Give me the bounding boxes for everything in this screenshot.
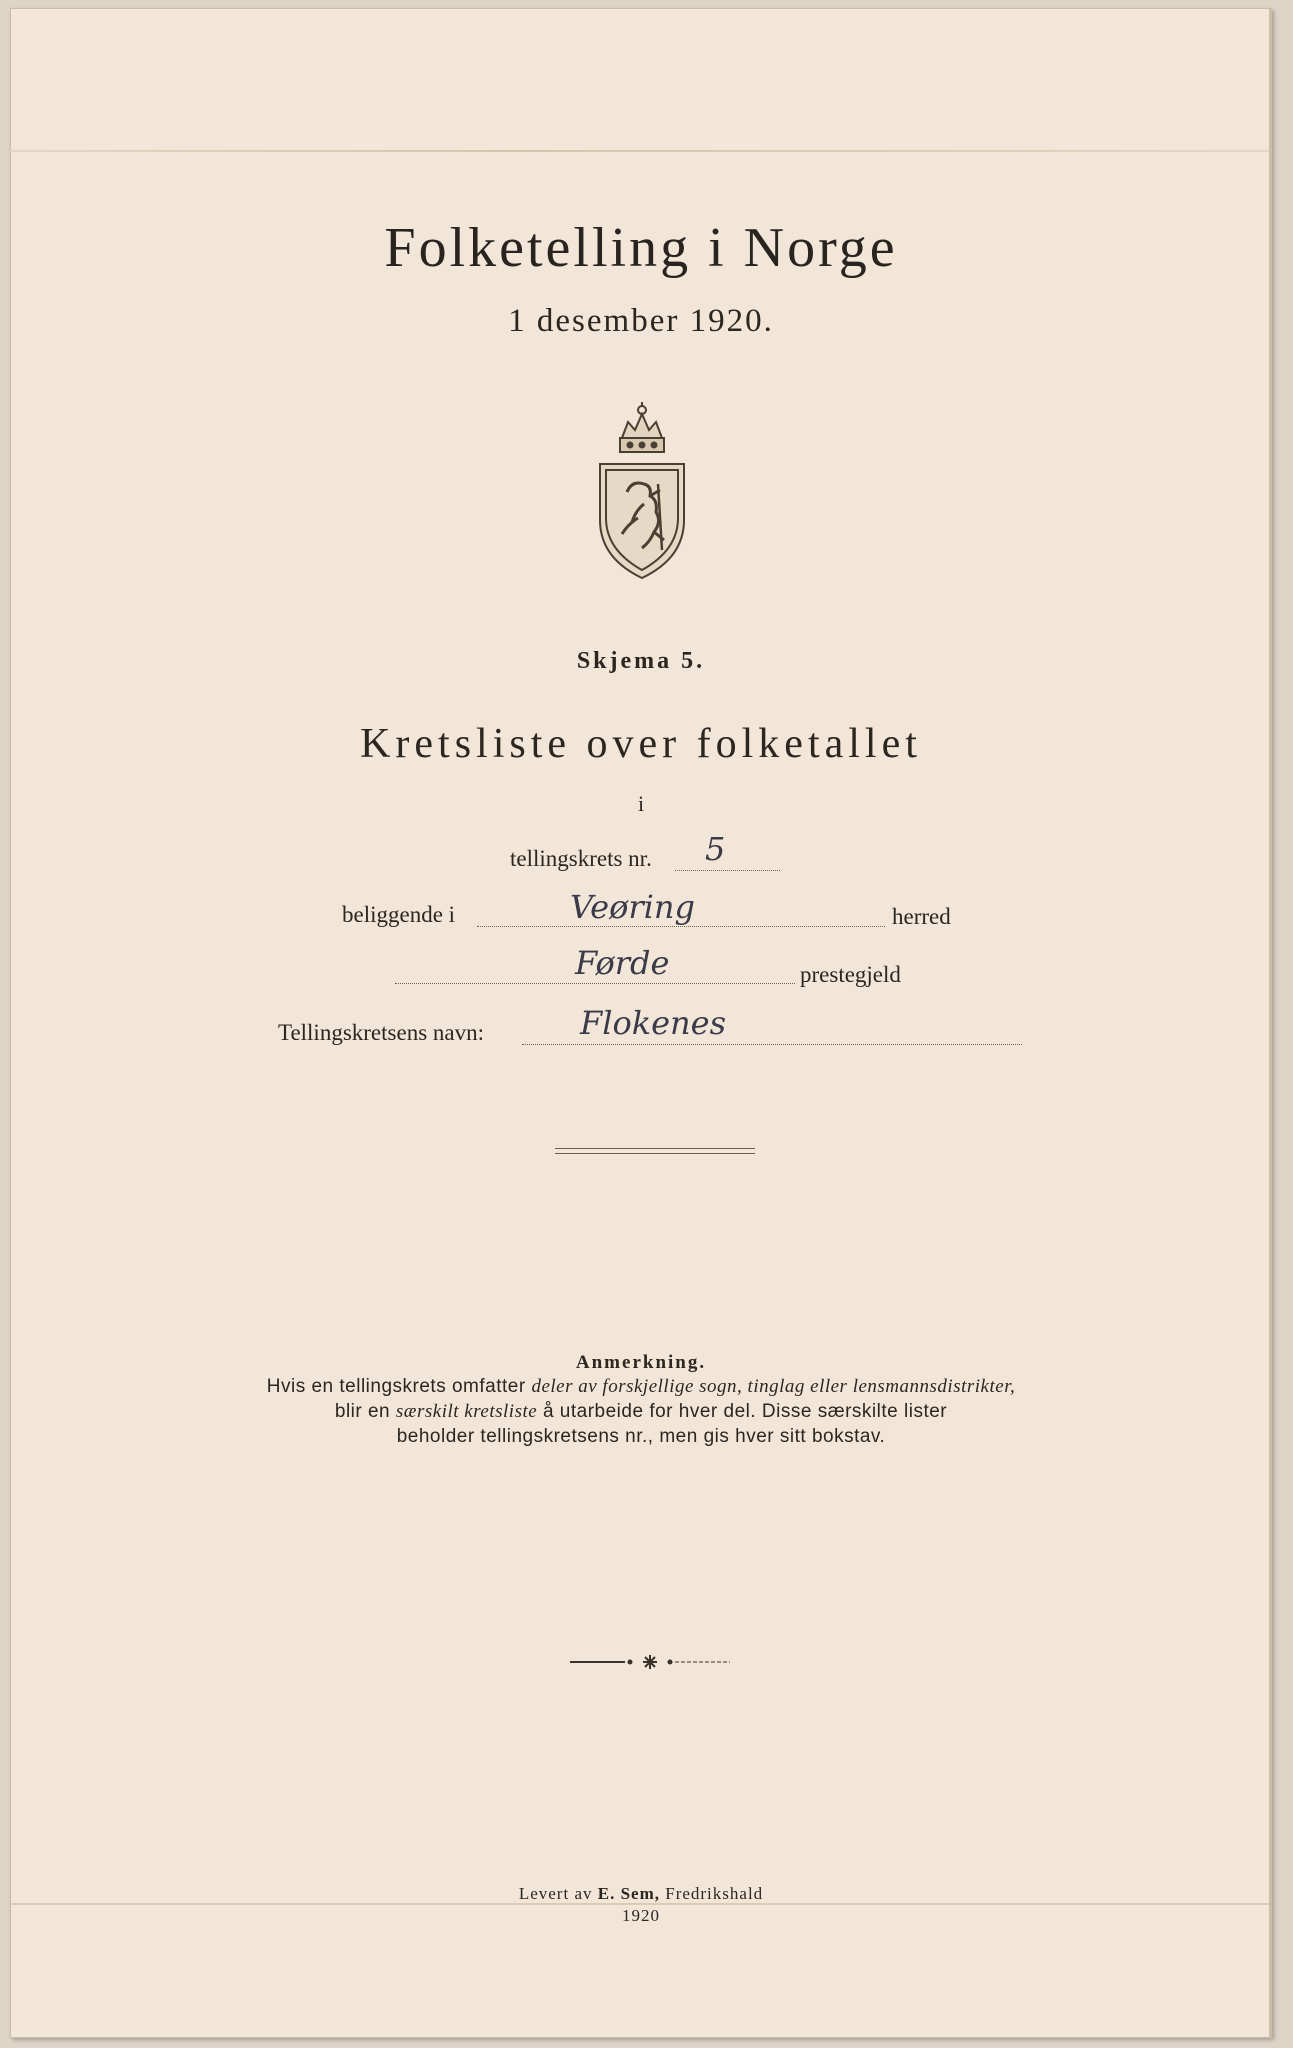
- navn-value: Flokenes: [580, 1004, 726, 1042]
- krets-value: 5: [705, 830, 726, 868]
- beliggende-field-line: [477, 926, 885, 927]
- printer-name: E. Sem,: [597, 1884, 660, 1903]
- printer-year: 1920: [622, 1906, 660, 1925]
- note-line-1-text: Hvis en tellingskrets omfatter: [266, 1376, 532, 1397]
- note-heading: Anmerkning.: [575, 1352, 707, 1373]
- note-line-3: beholder tellingskretsens nr., men gis hver sitt bokstav.: [396, 1426, 886, 1447]
- coat-of-arms-icon: [592, 400, 692, 580]
- prestegjeld-label: prestegjeld: [800, 962, 901, 987]
- census-form-page: [10, 8, 1272, 2038]
- divider-rule-bottom: [555, 1153, 755, 1154]
- beliggende-label: beliggende i: [342, 902, 456, 927]
- heading-preposition: i: [637, 791, 645, 816]
- note-line-1: [10, 1376, 1272, 1398]
- navn-label: Tellingskretsens navn:: [278, 1020, 484, 1045]
- schema-number: Skjema 5.: [576, 648, 706, 674]
- note-line-2-text-a: blir en: [334, 1401, 396, 1422]
- printer-credit: [10, 1884, 1272, 1904]
- herred-label: herred: [892, 904, 951, 929]
- beliggende-value: Veøring: [570, 888, 695, 926]
- prestegjeld-field-line: [395, 983, 795, 984]
- divider-ornament-icon: [570, 1652, 730, 1672]
- document-date: 1 desember 1920.: [508, 303, 774, 339]
- navn-field-line: [522, 1044, 1022, 1045]
- prestegjeld-value: Førde: [575, 944, 670, 982]
- form-heading: Kretsliste over folketallet: [360, 721, 922, 767]
- document-title: Folketelling i Norge: [384, 217, 898, 279]
- note-line-2: [10, 1401, 1272, 1423]
- krets-field-line: [675, 870, 780, 871]
- note-line-1-italic: deler av forskjellige sogn, tinglag eller lensmannsdistrikter,: [531, 1376, 1016, 1397]
- top-fold-line: [10, 150, 1272, 152]
- note-line-2-italic: særskilt kretsliste: [395, 1401, 538, 1422]
- note-line-2-text-b: å utarbeide for hver del. Disse særskilte lister: [537, 1401, 948, 1422]
- krets-label: tellingskrets nr.: [510, 846, 652, 871]
- printer-prefix: Levert av: [518, 1884, 598, 1903]
- divider-rule-top: [555, 1148, 755, 1149]
- printer-place: Fredrikshald: [659, 1884, 764, 1903]
